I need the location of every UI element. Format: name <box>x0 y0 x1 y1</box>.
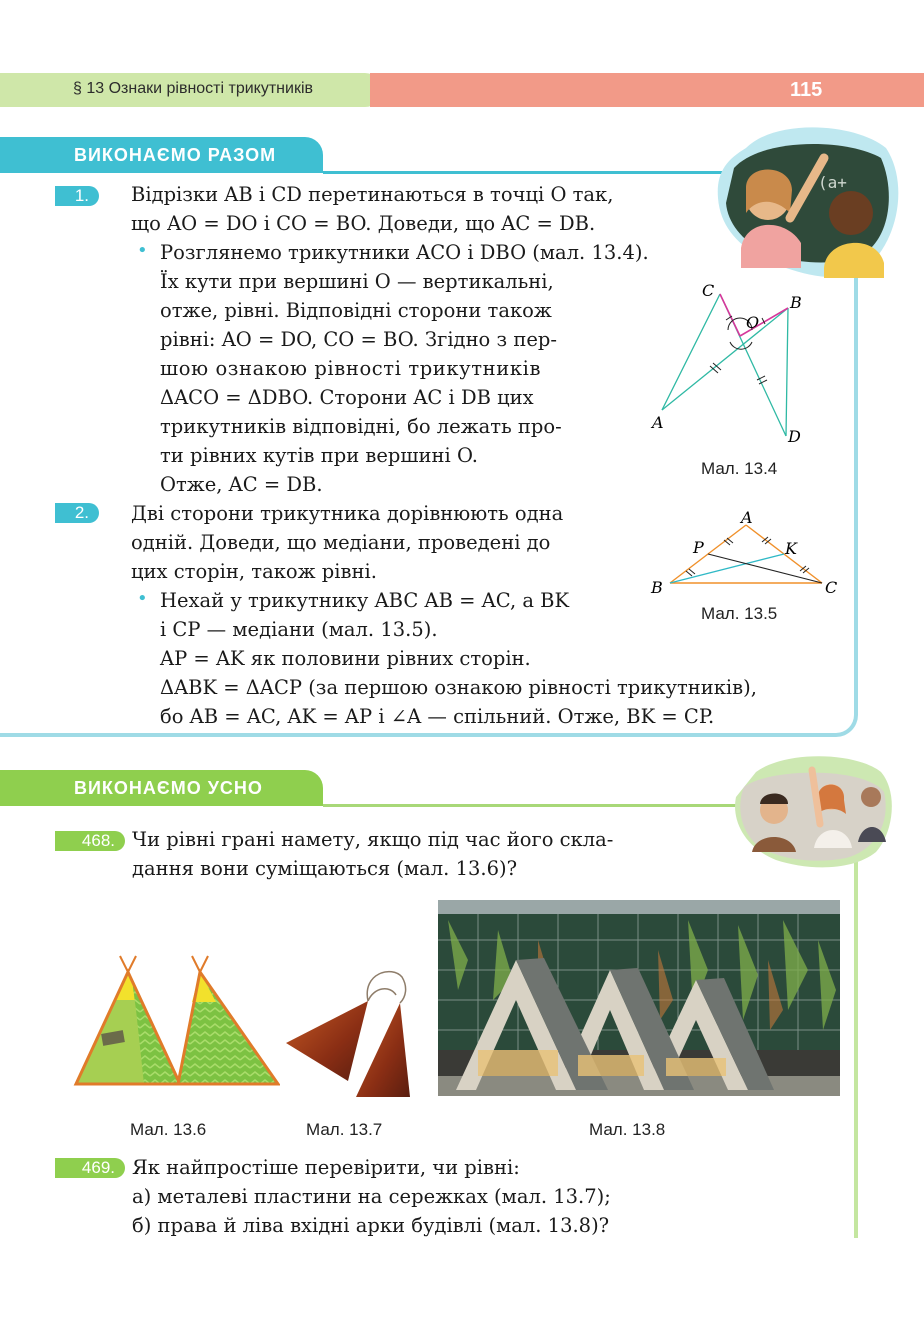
point-label: B <box>790 293 802 312</box>
figure-13-5-diagram <box>648 505 848 605</box>
point-label: D <box>788 427 801 446</box>
task469-line: б) права й ліва вхідні арки будівлі (мал. 13.8)? <box>132 1214 610 1237</box>
solution1-line: Розглянемо трикутники ACO і DBO (мал. 13.4). <box>160 241 649 264</box>
point-label: P <box>693 538 704 557</box>
together-heading: ВИКОНАЄМО РАЗОМ <box>0 137 323 173</box>
solution2-line: AP = AK як половини рівних сторін. <box>160 647 531 670</box>
task469-line: а) металеві пластини на сережках (мал. 13.7); <box>132 1185 611 1208</box>
solution2-line: і CP — медіани (мал. 13.5). <box>160 618 438 641</box>
point-label: K <box>785 539 797 558</box>
solution1-line: ти рівних кутів при вершині O. <box>160 444 479 467</box>
task469-line: Як найпростіше перевірити, чи рівні: <box>132 1156 520 1179</box>
point-label: B <box>651 578 663 597</box>
figure-caption: Мал. 13.6 <box>130 1120 207 1139</box>
task-number-badge: 468. <box>55 831 125 851</box>
section-title: § 13 Ознаки рівності трикутників <box>73 80 313 97</box>
point-label: O <box>746 313 760 332</box>
figure-caption: Мал. 13.5 <box>701 604 778 623</box>
building-arches-image <box>438 900 840 1096</box>
task2-line: цих сторін, також рівні. <box>131 560 377 583</box>
task2-line: одній. Доведи, що медіани, проведені до <box>131 531 551 554</box>
tent-faces-image <box>70 950 280 1098</box>
solution1-line: трикутників відповідні, бо лежать про- <box>160 415 562 438</box>
header-page-band <box>370 73 924 107</box>
solution1-line: Їх кути при вершині O — вертикальні, <box>160 270 554 293</box>
task-number-badge: 2. <box>55 503 99 523</box>
solution2-line: бо AB = AC, AK = AP і ∠A — спільний. Отже, BK = CP. <box>160 705 715 728</box>
task1-line: Відрізки AB і CD перетинаються в точці O так, <box>131 183 614 206</box>
solution2-line: Нехай у трикутнику ABC AB = AC, а BK <box>160 589 570 612</box>
oral-side-rule <box>854 860 858 1238</box>
figure-caption: Мал. 13.7 <box>306 1120 383 1139</box>
solution1-line: шою ознакою рівності трикутників <box>160 357 542 380</box>
figure-caption: Мал. 13.8 <box>589 1120 666 1139</box>
solution2-line: ΔABK = ΔACP (за першою ознакою рівності трикутників), <box>160 676 757 699</box>
earrings-image <box>282 965 432 1100</box>
bullet-icon: • <box>137 240 148 261</box>
point-label: A <box>652 413 664 432</box>
task-number-badge: 469. <box>55 1158 125 1178</box>
task1-line: що AO = DO і CO = BO. Доведи, що AC = DB. <box>131 212 596 235</box>
point-label: C <box>825 578 838 597</box>
oral-heading: ВИКОНАЄМО УСНО <box>0 770 323 806</box>
solution1-line: рівні: AO = DO, CO = BO. Згідно з пер- <box>160 328 557 351</box>
svg-text:(a+: (a+ <box>818 173 847 192</box>
solution1-line: отже, рівні. Відповідні сторони також <box>160 299 552 322</box>
students-blackboard-illustration <box>706 118 902 290</box>
task468-line: дання вони суміщаються (мал. 13.6)? <box>132 857 518 880</box>
figure-caption: Мал. 13.4 <box>701 459 778 478</box>
figure-13-4-diagram <box>648 280 818 450</box>
point-label: A <box>741 508 753 527</box>
students-raising-hands-illustration <box>726 752 896 870</box>
page-number: 115 <box>790 79 823 101</box>
point-label: C <box>702 281 715 300</box>
task-number-badge: 1. <box>55 186 99 206</box>
bullet-icon: • <box>137 588 148 609</box>
solution1-line: ΔACO = ΔDBO. Сторони AC і DB цих <box>160 386 534 409</box>
task468-line: Чи рівні грані намету, якщо під час його скла- <box>132 828 614 851</box>
task2-line: Дві сторони трикутника дорівнюють одна <box>131 502 564 525</box>
solution1-line: Отже, AC = DB. <box>160 473 323 496</box>
